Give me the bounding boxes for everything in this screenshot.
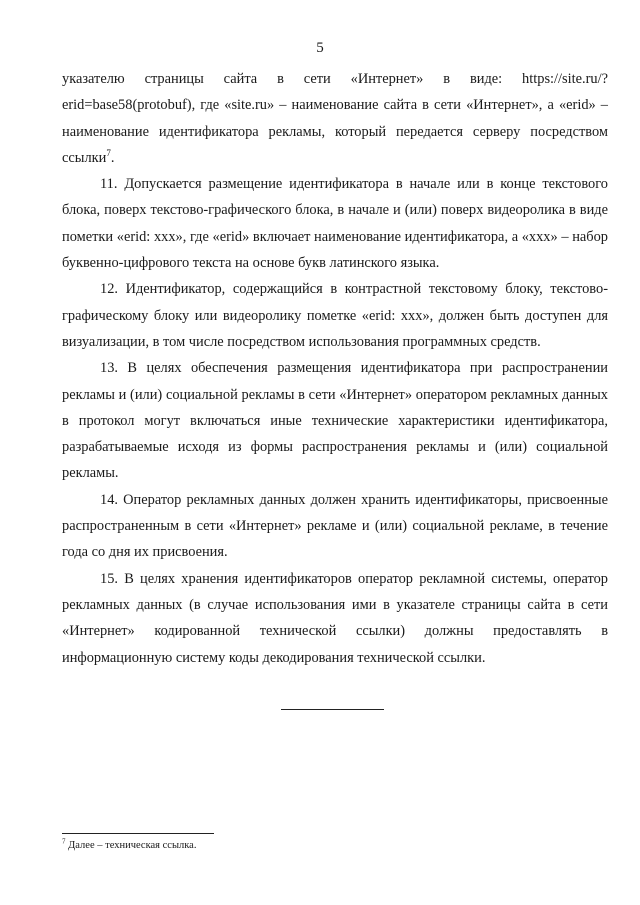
footnote-reference: 7 [106,148,111,159]
footnote-text: Далее – техническая ссылка. [65,840,197,851]
paragraph-15: 15. В целях хранения идентификаторов оператор рекламной системы, оператор рекламных данных (в случае использования ими в указателе страницы сайта в сети «Интернет» кодированной технической ссылки) должны предоставлять в информационную систему коды декодирования технической ссылки. [62,570,608,666]
paragraph-text-end: . [110,149,115,166]
end-of-text-rule [281,709,384,710]
paragraph-13: 13. В целях обеспечения размещения идентификатора при распространении рекламы и (или) социальной рекламы в сети «Интернет» оператором рекламных данных в протокол могут включаться иные технические характеристики идентификатора, разрабатываемые исходя из формы распространения рекламы и (или) социальной рекламы. [62,360,608,482]
paragraph-continuation [62,66,608,171]
paragraph-12: 12. Идентификатор, содержащийся в контрастной текстовому блоку, текстово-графическому блоку или видеоролику пометке «erid: xxx», должен быть доступен для визуализации, в том числе посредством использования программных средств. [62,281,608,350]
footnote-separator [62,833,214,834]
paragraph-text: указателю страницы сайта в сети «Интернет» в виде: https://site.ru/?erid=base58(protobuf), где «site.ru» – наименование сайта в сети «Интернет», а «erid» – наименование идентификатора рекламы, который передается серверу посредством ссылки [62,71,608,166]
paragraph-11: 11. Допускается размещение идентификатора в начале или в конце текстового блока, поверх текстово-графического блока, в начале и (или) поверх видеоролика в виде пометки «erid: xxx», где «erid» включает наименование идентификатора, а «xxx» – набор буквенно-цифрового текста на основе букв латинского языка. [62,176,608,272]
page-number: 5 [316,40,324,56]
footnote-marker: 7 [62,837,66,846]
document-body [62,66,608,671]
paragraph-14: 14. Оператор рекламных данных должен хранить идентификаторы, присвоенные распространенным в сети «Интернет» рекламе и (или) социальной рекламе, в течение года со дня их присвоения. [62,491,608,561]
footnote [62,839,196,852]
